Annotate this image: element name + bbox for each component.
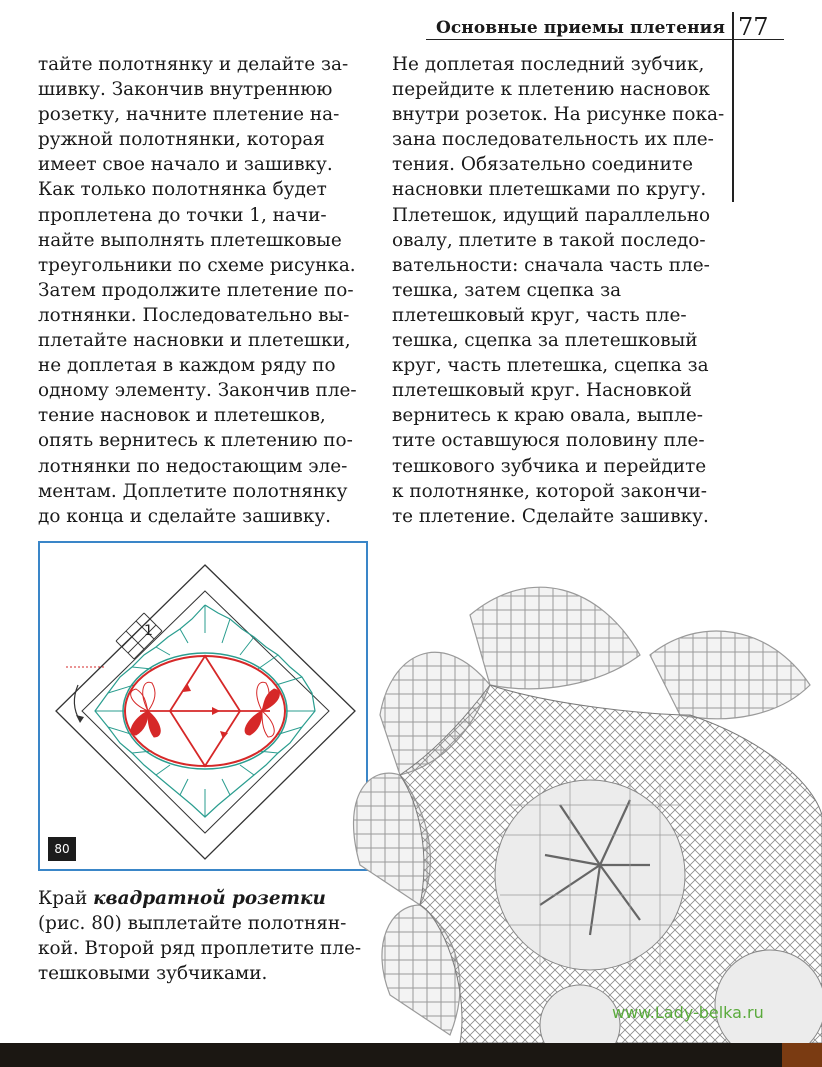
text-line: круг, часть плетешка, сцепка за bbox=[392, 355, 709, 377]
text-line: тение насновок и плетешков, bbox=[38, 405, 326, 427]
text-line: тайте полотнянку и делайте за- bbox=[38, 54, 349, 75]
point-1-label: 1 bbox=[144, 623, 153, 639]
text-line: до конца и сделайте зашивку. bbox=[38, 505, 331, 527]
text-line: насновки плетешками по кругу. bbox=[392, 179, 707, 201]
text-line: Затем продолжите плетение по- bbox=[38, 279, 354, 301]
text-line: к полотнянке, которой закончи- bbox=[392, 480, 707, 502]
text-line: треугольники по схеме рисунка. bbox=[38, 254, 356, 276]
text-line: одному элементу. Закончив пле- bbox=[38, 380, 357, 402]
caption-prefix: Край bbox=[38, 888, 94, 909]
left-text-column bbox=[38, 52, 368, 529]
page-number: 77 bbox=[738, 13, 769, 41]
text-line: вернитесь к краю овала, выпле- bbox=[392, 405, 703, 427]
square-rosette-diagram bbox=[40, 543, 366, 869]
right-text-column bbox=[392, 52, 727, 529]
text-line: Не доплетая последний зубчик, bbox=[392, 54, 705, 75]
text-line: те плетение. Сделайте зашивку. bbox=[392, 505, 709, 527]
running-header-title: Основные приемы плетения bbox=[435, 18, 725, 38]
text-line: внутри розеток. На рисунке пока- bbox=[392, 104, 725, 126]
text-line: проплетена до точки 1, начи- bbox=[38, 204, 327, 226]
text-line: Плетешок, идущий параллельно bbox=[392, 204, 711, 226]
text-line: плетайте насновки и плетешки, bbox=[38, 330, 351, 352]
text-line: ружной полотнянки, которая bbox=[38, 129, 325, 151]
text-line: лотнянки по недостающим эле- bbox=[38, 455, 348, 477]
text-line: плетешковый круг. Насновкой bbox=[392, 380, 692, 402]
bottom-bar bbox=[0, 1043, 822, 1067]
text-line: перейдите к плетению насновок bbox=[392, 79, 710, 101]
text-line: шивку. Закончив внутреннюю bbox=[38, 79, 333, 101]
header-separator bbox=[732, 12, 734, 202]
text-line: тения. Обязательно соедините bbox=[392, 154, 693, 176]
text-line: имеет свое начало и зашивку. bbox=[38, 154, 333, 176]
header-rule bbox=[426, 39, 784, 40]
text-line: тешкового зубчика и перейдите bbox=[392, 455, 707, 477]
text-line: плетешковый круг, часть пле- bbox=[392, 304, 687, 326]
lace-photo-illustration bbox=[350, 575, 822, 1043]
text-line: тите оставшуюся половину пле- bbox=[392, 430, 705, 452]
caption-line: (рис. 80) выплетайте полотнян- bbox=[38, 913, 347, 935]
caption-line: кой. Второй ряд проплетите пле- bbox=[38, 938, 362, 960]
watermark: www.Lady-belka.ru bbox=[612, 1003, 764, 1022]
figure-80-diagram bbox=[38, 541, 368, 871]
text-line: лотнянки. Последовательно вы- bbox=[38, 304, 350, 326]
text-line: вательности: сначала часть пле- bbox=[392, 254, 710, 276]
bottom-bar-accent bbox=[782, 1043, 822, 1067]
text-line: овалу, плетите в такой последо- bbox=[392, 229, 706, 251]
text-line: тешка, сцепка за плетешковый bbox=[392, 330, 698, 352]
figure-caption bbox=[38, 886, 378, 986]
caption-emphasis: квадратной розетки bbox=[93, 888, 326, 909]
text-line: ментам. Доплетите полотнянку bbox=[38, 480, 348, 502]
figure-number-badge: 80 bbox=[48, 837, 76, 861]
text-line: розетку, начните плетение на- bbox=[38, 104, 340, 126]
caption-line: тешковыми зубчиками. bbox=[38, 963, 268, 985]
text-line: опять вернитесь к плетению по- bbox=[38, 430, 353, 452]
text-line: не доплетая в каждом ряду по bbox=[38, 355, 336, 377]
text-line: тешка, затем сцепка за bbox=[392, 279, 622, 301]
text-line: найте выполнять плетешковые bbox=[38, 229, 342, 251]
text-line: зана последовательность их пле- bbox=[392, 129, 714, 151]
text-line: Как только полотнянка будет bbox=[38, 179, 327, 201]
